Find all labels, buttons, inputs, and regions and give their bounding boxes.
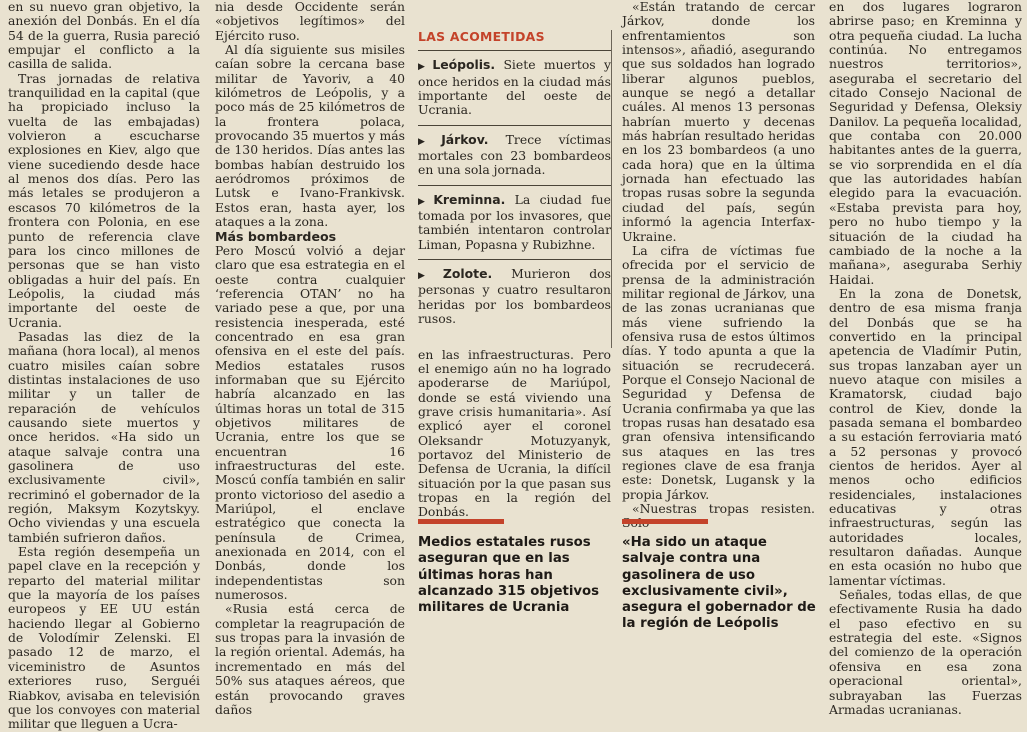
article-column-4 xyxy=(622,0,815,531)
sidebar-item-text: La ciudad fue tomada por los invasores, que también intentaron controlar Liman, Popasna y Rubizhne. xyxy=(418,191,611,252)
triangle-bullet-icon: ▶ xyxy=(418,271,440,282)
article-column-5 xyxy=(829,0,1022,717)
article-column-1 xyxy=(8,0,200,732)
pull-quote xyxy=(418,519,608,616)
paragraph: Esta región desempeña un papel clave en la recepción y reparto del material militar que la mayoría de los países europeos y EE UU están haciendo llegar al Gobierno de Volodímir Zelenski. El pasado 12 de marzo, el viceministro de Asuntos exteriores ruso, Serguéi Riabkov, avisaba en televisión que los convoyes con material militar que lleguen a Ucra- xyxy=(8,544,200,732)
pull-quote-text: «Ha sido un ataque salvaje contra una gasolinera de uso exclusivamente civil», asegura el gobernador de la región de Leópolis xyxy=(622,535,816,632)
sidebar-item-text: Murieron dos personas y cuatro resultaron heridas por los bombardeos rusos. xyxy=(418,266,611,327)
paragraph: «Están tratando de cercar Járkov, donde los enfrentamientos son intensos», añadió, asegurando que sus soldados han logrado liberar algunos pueblos, aunque se negó a detallar cuáles. Al menos 13 personas habrían muerto y decenas más habrían resultado heridas en los 23 bombardeos (a uno cada hora) que en la última jornada han efectuado las tropas rusas sobre la segunda ciudad del país, según informó la agencia Interfax-Ukraine. xyxy=(622,0,815,244)
sidebar-item-text: Siete muertos y once heridos en la ciudad más importante del oeste de Ucrania. xyxy=(418,57,611,118)
paragraph: Pero Moscú volvió a dejar claro que esa estrategia en el oeste contra cualquier ‘referencia OTAN’ no ha variado pese a que, por una resistencia inesperada, esté concentrado en esa gran ofensiva en el este del país. Medios estatales rusos informaban que su Ejército habría alcanzado en las últimas horas un total de 315 objetivos militares de Ucrania, entre los que se encuentran 16 infraestructuras del este. Moscú confía también en salir pronto victorioso del asedio a Mariúpol, el enclave estratégico que conecta la península de Crimea, anexionada en 2014, con el Donbás, donde los independentistas son numerosos. xyxy=(215,242,405,603)
sidebar-title: LAS ACOMETIDAS xyxy=(418,29,545,44)
sidebar-item-text: Trece víctimas mortales con 23 bombardeos en una sola jornada. xyxy=(418,131,611,178)
sidebar-item xyxy=(418,259,611,333)
paragraph: Pasadas las diez de la mañana (hora local), al menos cuatro misiles caían sobre distintas instalaciones de uso militar y un taller de reparación de vehículos causando siete muertos y once heridos. «Ha sido un ataque salvaje contra una gasolinera de uso exclusivamente civil», recriminó el gobernador de la región, Maksym Kozytskyy. Ocho viviendas y una escuela también sufrieron daños. xyxy=(8,328,200,545)
triangle-bullet-icon: ▶ xyxy=(418,136,439,147)
paragraph: En la zona de Donetsk, dentro de esa misma franja del Donbás que se ha convertido en la principal apetencia de Vladímir Putin, sus tropas lanzaban ayer un nuevo ataque con misiles a Kramatorsk, ciudad bajo control de Kiev, donde la pasada semana el bombardeo a su estación ferroviaria mató a 52 personas y provocó cientos de heridos. Ayer al menos ocho edificios residenciales, instalaciones educativas y otras infraestructuras, según las autoridades locales, resultaron dañadas. Aunque en esta ocasión no hubo que lamentar víctimas. xyxy=(829,285,1022,588)
triangle-bullet-icon: ▶ xyxy=(418,62,430,73)
paragraph: nia desde Occidente serán «objetivos legítimos» del Ejército ruso. xyxy=(215,0,405,43)
paragraph: Señales, todas ellas, de que efectivamente Rusia ha dado el paso efectivo en su estrategia del este. «Signos del comienzo de la operación ofensiva en esa zona operacional oriental», subrayaban las Fuerzas Armadas ucranianas. xyxy=(829,587,1022,717)
sidebar-item-city: Leópolis. xyxy=(432,57,496,73)
paragraph: en las infraestructuras. Pero el enemigo aún no ha logrado apoderarse de Mariúpol, donde se está viviendo una grave crisis humanitaria». Así explicó ayer el coronel Oleksandr Motuzyanyk, portavoz del Ministerio de Defensa de Ucrania, la difícil situación por la que pasan sus tropas en la región del Donbás. xyxy=(418,346,611,520)
paragraph: en dos lugares lograron abrirse paso; en Kreminna y otra pequeña ciudad. La lucha continúa. No entregamos nuestros territorios», aseguraba el secretario del citado Consejo Nacional de Seguridad y Defensa, Oleksiy Danilov. La pequeña localidad, que contaba con 20.000 habitantes antes de la guerra, se vio sorprendida en el día que las autoridades habían elegido para la evacuación. «Estaba prevista para hoy, pero no hubo tiempo y la situación de la ciudad ha cambiado de la noche a la mañana», aseguraba Serhiy Haidai. xyxy=(829,0,1022,287)
section-subhead: Más bombardeos xyxy=(215,228,337,244)
pull-quote xyxy=(622,519,817,633)
paragraph: Tras jornadas de relativa tranquilidad en la capital (que ha propiciado incluso la vuelta de las embajadas) volvieron a escucharse explosiones en Kiev, algo que viene sucediendo desde hace al menos dos días. Pero las más letales se produjeron a escasos 70 kilómetros de la frontera con Polonia, en ese punto de referencia clave para los cinco millones de personas que se han visto obligadas a huir del país. En Leópolis, la ciudad más importante del oeste de Ucrania. xyxy=(8,70,200,330)
sidebar-item xyxy=(418,50,611,124)
paragraph: en su nuevo gran objetivo, la anexión del Donbás. En el día 54 de la guerra, Rusia pareció empujar el conflicto a la casilla de salida. xyxy=(8,0,200,72)
accent-bar xyxy=(622,519,708,524)
sidebar-item-city: Kreminna. xyxy=(433,191,506,207)
paragraph: «Rusia está cerca de completar la reagrupación de sus tropas para la invasión de la región oriental. Además, ha incrementado en más del 50% sus ataques aéreos, que están provocando graves daños xyxy=(215,601,405,717)
sidebar-item-city: Járkov. xyxy=(441,131,489,147)
sidebar-item-city: Zolote. xyxy=(442,266,493,282)
paragraph: «Nuestras tropas resisten. xyxy=(632,501,815,517)
accent-bar xyxy=(418,519,504,524)
sidebar-item xyxy=(418,185,611,259)
column-divider xyxy=(611,30,612,348)
sidebar-item xyxy=(418,125,611,185)
paragraph: La cifra de víctimas fue ofrecida por el servicio de prensa de la administración militar regional de Járkov, una de las zonas ucranianas que más viene sufriendo la ofensiva rusa de estos últimos días. Y todo apunta a que la situación se recrudecerá. Porque el Consejo Nacional de Seguridad y Defensa de Ucrania confirmaba ya que las tropas rusas han desatado esa gran ofensiva intensificando sus ataques en las tres regiones clave de esa franja este: Donetsk, Lugansk y la propia Járkov. xyxy=(622,242,815,502)
pull-quote-text: Medios estatales rusos aseguran que en las últimas horas han alcanzado 315 objetivos militares de Ucrania xyxy=(418,535,600,616)
article-column-2 xyxy=(215,0,405,717)
sidebar-column xyxy=(418,0,611,520)
paragraph: Al día siguiente sus misiles caían sobre la cercana base militar de Yavoriv, a 40 kilómetros de Leópolis, y a poco más de 25 kilómetros de la frontera polaca, provocando 35 muertos y más de 130 heridos. Días antes las bombas habían destruido los aeródromos próximos de Lutsk e Ivano-Frankivsk. Estos eran, hasta ayer, los ataques a la zona. xyxy=(215,42,405,230)
triangle-bullet-icon: ▶ xyxy=(418,196,431,207)
